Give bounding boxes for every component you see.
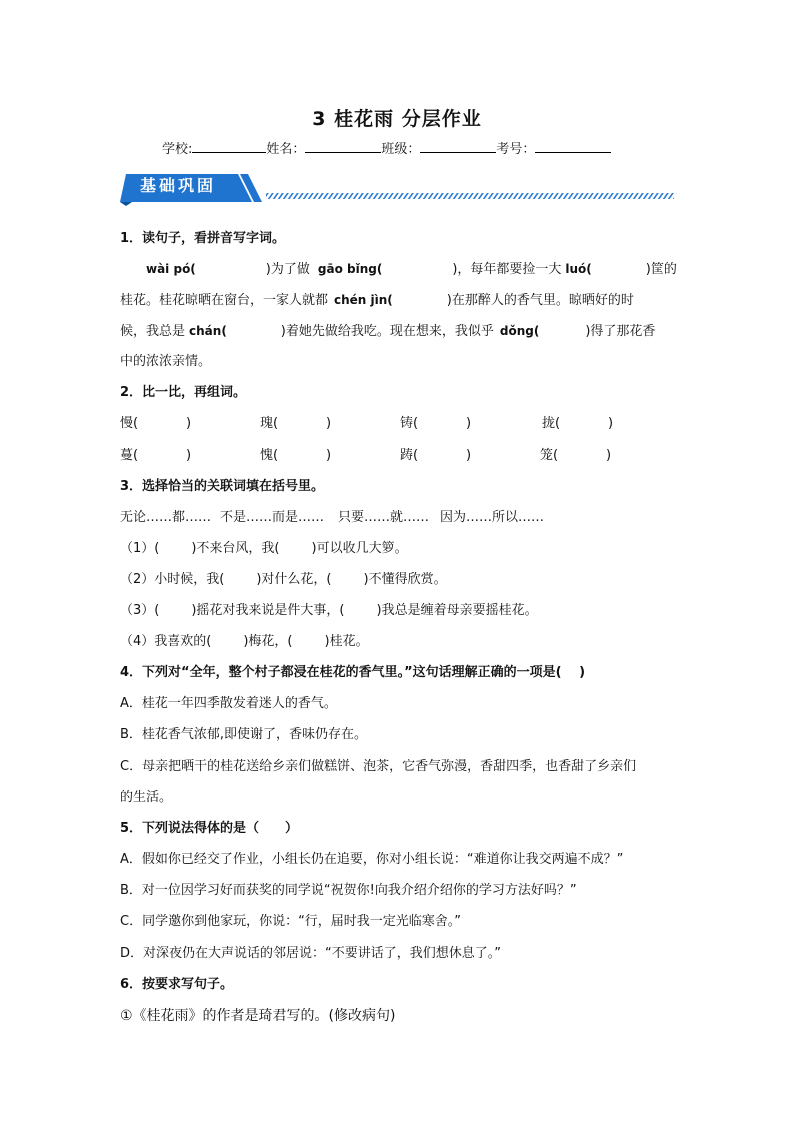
q1-line2: 桂花。桂花晾晒在窗台，一家人就都 chén jìn( )在那醉人的香气里。晾晒好的时 [120, 293, 634, 308]
class-label: 班级： [381, 142, 421, 157]
name-blank[interactable] [305, 140, 381, 153]
q3-stem: 3．选择恰当的关联词填在括号里。 [120, 479, 325, 494]
q6-stem: 6．按要求写句子。 [120, 977, 234, 992]
q4-option-c: C．母亲把晒干的桂花送给乡亲们做糕饼、泡茶，它香气弥漫，香甜四季，也香甜了乡亲们 [120, 759, 637, 774]
name-label: 姓名： [266, 142, 306, 157]
school-label: 学校: [162, 142, 193, 157]
q5-option-c: C．同学邀你到他家玩，你说：“行，届时我一定光临寒舍。” [120, 914, 462, 929]
q3-s2: （2）小时候，我( )对什么花，( )不懂得欣赏。 [120, 572, 447, 587]
class-blank[interactable] [420, 140, 496, 153]
q1-stem: 1．读句子，看拼音写字词。 [120, 231, 286, 246]
q1-line4: 中的浓浓亲情。 [120, 354, 212, 369]
page-title: 3 桂花雨 分层作业 [312, 108, 482, 130]
q5-option-a: A．假如你已经交了作业，小组长仍在追要，你对小组长说：“难道你让我交两遍不成？” [120, 852, 624, 867]
school-blank[interactable] [192, 140, 266, 153]
section-title: 基础巩固 [140, 176, 217, 195]
q2-stem: 2．比一比，再组词。 [120, 385, 247, 400]
q6-sentence-1: ①《桂花雨》的作者是琦君写的。(修改病句) [120, 1008, 396, 1024]
q4-option-a: A．桂花一年四季散发着迷人的香气。 [120, 696, 337, 711]
q1-line3: 候，我总是 chán( )着她先做给我吃。现在想来，我似乎 dǒng( )得了那花香 [120, 324, 656, 339]
number-label: 考号： [496, 142, 536, 157]
q1-line1: wài pó( )为了做 gāo bǐng( )，每年都要捡一大 luó( )筐的 [146, 262, 677, 277]
q5-stem: 5．下列说法得体的是（ ） [120, 821, 299, 836]
q3-s4: （4）我喜欢的( )梅花，( )桂花。 [120, 634, 369, 649]
q5-option-d: D．对深夜仍在大声说话的邻居说：“不要讲话了，我们想休息了。” [120, 946, 501, 961]
q5-option-b: B．对一位因学习好而获奖的同学说“祝贺你!向我介绍介绍你的学习方法好吗？” [120, 883, 577, 898]
number-blank[interactable] [535, 140, 611, 153]
q4-option-c-cont: 的生活。 [120, 790, 173, 805]
q4-stem: 4．下列对“全年，整个村子都浸在桂花的香气里。”这句话理解正确的一项是( ) [120, 665, 586, 680]
student-info-row [162, 138, 611, 157]
q3-s3: （3）( )摇花对我来说是件大事，( )我总是缠着母亲要摇桂花。 [120, 603, 538, 618]
q4-option-b: B．桂花香气浓郁,即使谢了，香味仍存在。 [120, 727, 368, 742]
q3-s1: （1）( )不来台风，我( )可以收几大箩。 [120, 541, 408, 556]
